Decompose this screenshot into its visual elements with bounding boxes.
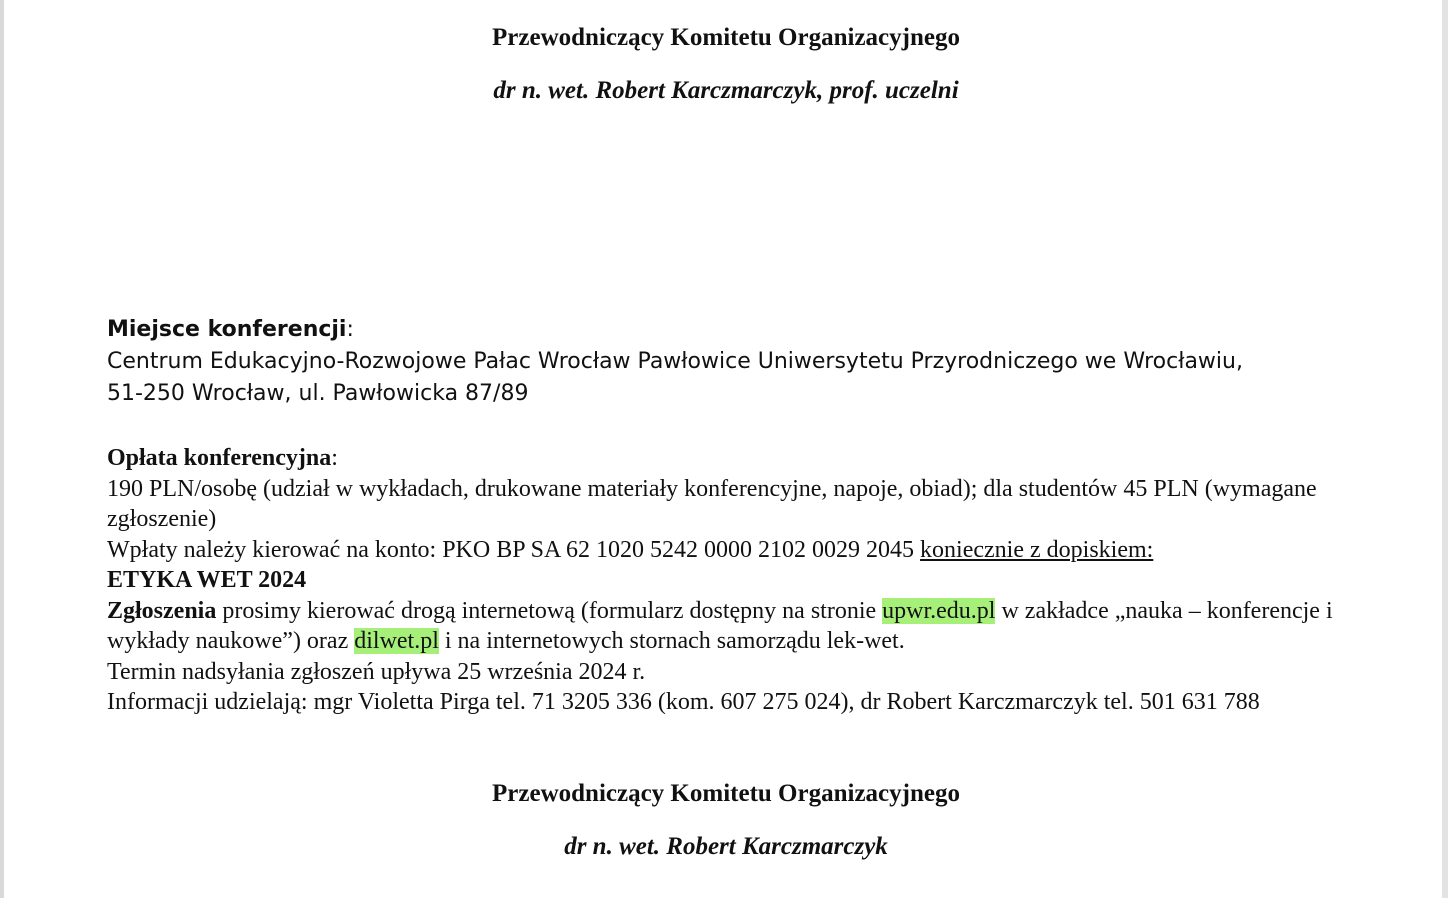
registration-text-3: i na internetowych stornach samorządu lek-wet. [438,628,905,654]
registration-text-2: w zakładce „nauka – konferencje i wykłady naukowe”) oraz [107,597,1333,654]
registration-text-1: prosimy kierować drogą internetową (formularz dostępny na stronie [216,597,883,624]
payment-note: koniecznie z dopiskiem: [920,536,1154,563]
payment-text: Wpłaty należy kierować na konto: PKO BP SA 62 1020 5242 0000 2102 0029 2045 [107,536,921,563]
fee-colon: : [331,445,338,471]
contact-info: Informacji udzielają: mgr Violetta Pirga tel. 71 3205 336 (kom. 607 275 024), dr Robert Karczmarczyk tel. 501 631 788 [107,689,1260,715]
link-dilwet[interactable]: dilwet.pl [354,628,439,654]
venue-section [107,314,1387,410]
link-upwr[interactable]: upwr.edu.pl [882,597,996,624]
top-committee-heading: Przewodniczący Komitetu Organizacyjnego [492,24,960,51]
bottom-committee-heading: Przewodniczący Komitetu Organizacyjnego [492,780,960,807]
top-chair-name: dr n. wet. Robert Karczmarczyk, prof. uczelni [493,77,959,104]
fee-label: Opłata konferencyjna [107,445,332,471]
registration-label: Zgłoszenia [107,597,217,624]
bottom-chair-name: dr n. wet. Robert Karczmarczyk [564,833,888,860]
fee-section [107,443,1387,718]
conference-title-tag: ETYKA WET 2024 [107,567,307,593]
page-edge-left [0,0,4,898]
deadline-text: Termin nadsyłania zgłoszeń upływa 25 września 2024 r. [107,658,646,685]
fee-text: 190 PLN/osobę (udział w wykładach, drukowane materiały konferencyjne, napoje, obiad); dla studentów 45 PLN (wymagane zgłoszenie) [107,475,1317,532]
venue-address-line2: 51-250 Wrocław, ul. Pawłowicka 87/89 [107,381,529,406]
venue-colon: : [346,317,354,342]
venue-label: Miejsce konferencji [107,317,347,342]
registration-paragraph [107,596,1387,657]
venue-address-line1: Centrum Edukacyjno-Rozwojowe Pałac Wrocław Pawłowice Uniwersytetu Przyrodniczego we Wrocławiu, [107,349,1243,374]
page-edge-right [1442,0,1448,898]
